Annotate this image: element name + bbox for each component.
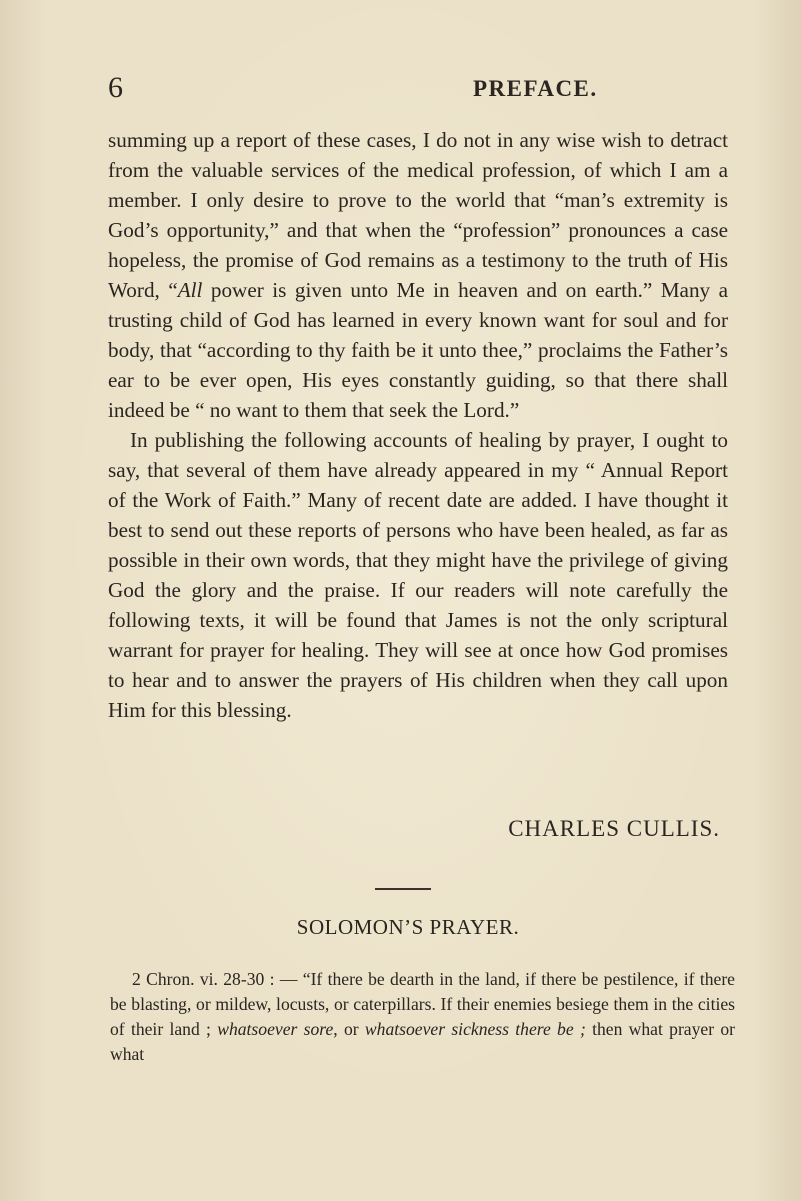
preface-body [108,125,728,725]
scripture-text-c: then what prayer or what [110,1019,736,1064]
page-number: 6 [108,71,123,104]
paragraph-1-emphasis: All [177,278,203,302]
paragraph-1-part-a: summing up a report of these cases, I do not in any wise wish to detract from the valuable services of the medical profession, of which I am a member. I only desire to prove to the world that “man’s extremity is God’s opportunity,” and that when the “profession” pronounces a case hopeless, the promise of God remains as a testimony to the truth of His Word, “ [108,128,728,302]
running-head: PREFACE. [473,76,598,101]
scripture-passage [110,967,735,1067]
author-signature: CHARLES CULLIS. [508,816,720,841]
scripture-emphasis-b: whatsoever sickness there be ; [364,1019,586,1039]
scripture-reference: 2 Chron. vi. 28-30 : — [132,969,303,989]
page-header [108,70,728,110]
scripture-paragraph [110,967,735,1067]
section-divider [375,888,431,890]
paragraph-1-part-b: power is given unto Me in heaven and on earth.” Many a trusting child of God has learned in every known want for soul and for body, that “according to thy faith be it unto thee,” proclaims the Father’s ear to be ever open, His eyes constantly guiding, so that there shall indeed be “ no want to them that seek the Lord.” [108,278,728,422]
section-title: SOLOMON’S PRAYER. [296,915,520,939]
scripture-text-b: , or [333,1019,365,1039]
scripture-emphasis-a: whatsoever sore [217,1019,334,1039]
paragraph-2: In publishing the following accounts of healing by prayer, I ought to say, that several of them have already appeared in my “ Annual Report of the Work of Faith.” Many of recent date are added. I have thought it best to send out these reports of persons who have been healed, as far as possible in their own words, that they might have the privilege of giving God the glory and the praise. If our readers will note carefully the following texts, it will be found that James is not the only scriptural warrant for prayer for healing. They will see at once how God promises to hear and to answer the prayers of His children when they call upon Him for this blessing. [108,428,728,722]
scripture-text-a: “If there be dearth in the land, if there be pestilence, if there be blasting, or mildew, locusts, or caterpillars. If their enemies besiege them in the cities of their land ; [110,969,735,1039]
paragraph-1 [108,125,728,425]
